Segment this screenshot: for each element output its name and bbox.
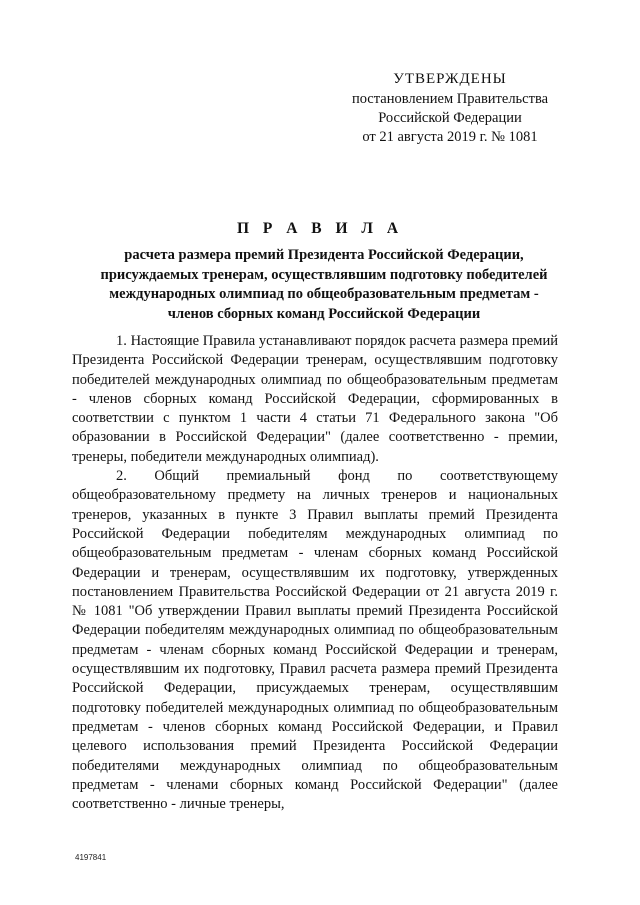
paragraph-2: 2. Общий премиальный фонд по соответствующему общеобразовательному предмету на личных тренеров и национальных тренеров, указанных в пункте 3 Правил выплаты премий Президента Российской Федерации победителям международных олимпиад по общеобразовательным предметам - членам сборных команд Российской Федерации и тренерам, осуществлявшим их подготовку, утвержденных постановлением Правительства Российской Федерации от 21 августа 2019 г. № 1081 "Об утверждении Правил выплаты премий Президента Российской Федерации победителям международных олимпиад по общеобразовательным предметам - членам сборных команд Российской Федерации и тренерам, осуществлявшим их подготовку, Правил расчета размера премий Президента Российской Федерации, присуждаемых тренерам, осуществлявшим подготовку победителей международных олимпиад по общеобразовательным предметам - членов сборных команд Российской Федерации, и Правил целевого использования премий Президента Российской Федерации победителями международных олимпиад по общеобразовательным предметам - членами сборных команд Российской Федерации" (далее соответственно - личные тренеры, [72, 468, 558, 813]
approval-stamp [340, 70, 560, 147]
approval-line-3: от 21 августа 2019 г. № 1081 [362, 129, 538, 145]
document-body [72, 332, 558, 814]
document-code: 4197841 [75, 853, 107, 862]
approval-line-1: постановлением Правительства [351, 91, 549, 107]
document-subtitle: расчета размера премий Президента Российской Федерации, присуждаемых тренерам, осуществлявшим подготовку победителей международных олимпиад по общеобразовательным предметам - членов сборных команд Российской Федерации [100, 247, 548, 322]
approval-title: УТВЕРЖДЕНЫ [393, 71, 507, 87]
approval-line-2: Российской Федерации [378, 110, 522, 126]
paragraph-1: 1. Настоящие Правила устанавливают порядок расчета размера премий Президента Российской Федерации тренерам, осуществлявшим подготовку победителей международных олимпиад по общеобразовательным предметам - членов сборных команд Российской Федерации, сформированных в соответствии с пунктом 1 части 4 статьи 71 Федерального закона "Об образовании в Российской Федерации" (далее соответственно - премии, тренеры, победители международных олимпиад). [72, 333, 558, 465]
document-title: П Р А В И Л А [236, 220, 404, 237]
